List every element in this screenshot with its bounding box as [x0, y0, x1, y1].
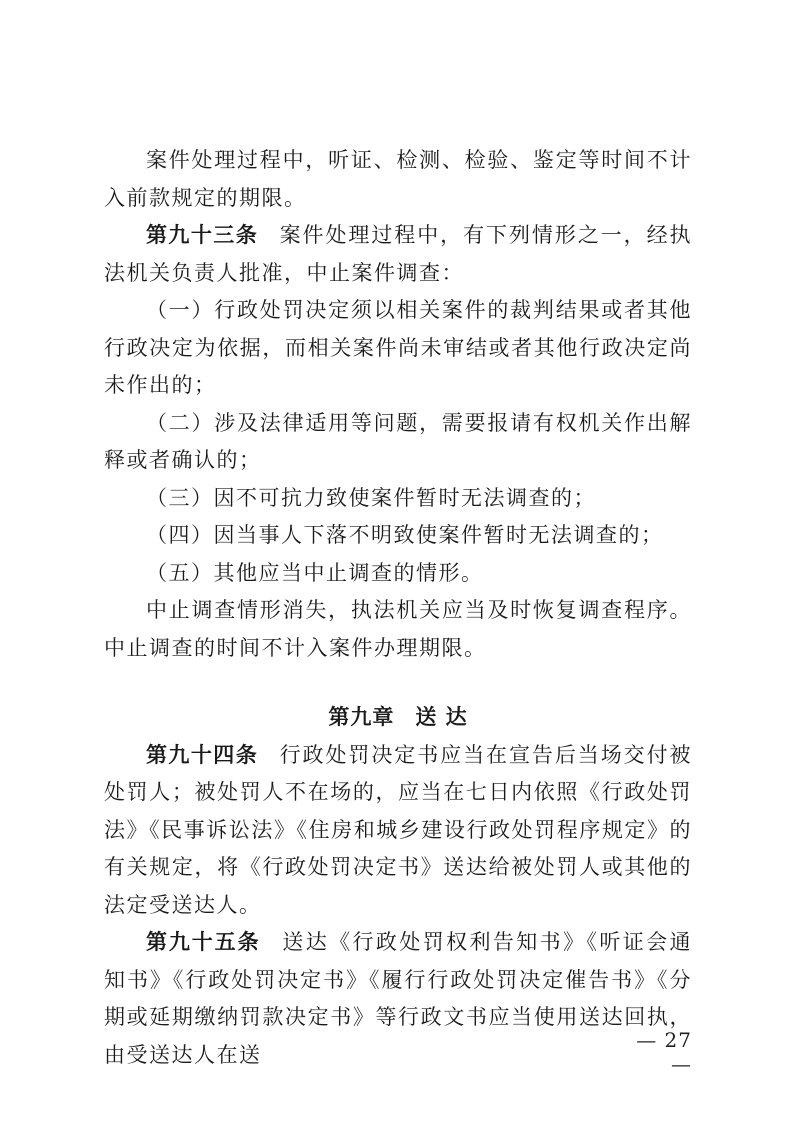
chapter-title: 送 达: [415, 705, 468, 729]
paragraph: 中止调查情形消失，执法机关应当及时恢复调查程序。中止调查的时间不计入案件办理期限。: [104, 598, 692, 660]
article-heading: 第九十三条: [146, 223, 259, 247]
article-94: [104, 737, 692, 925]
page-number: — 27 —: [636, 1028, 692, 1076]
list-item: （一）行政处罚决定须以相关案件的裁判结果或者其他行政决定为依据，而相关案件尚未审结或者其他行政决定尚未作出的；: [104, 298, 692, 397]
article-95: [104, 924, 692, 1074]
list-item: （三）因不可抗力致使案件暂时无法调查的；: [146, 485, 596, 510]
article-heading: 第九十四条: [146, 742, 259, 767]
article-text: 案件处理过程中，有下列情形之一，经执法机关负责人批准，中止案件调查：: [104, 223, 693, 285]
article-text: 行政处罚决定书应当在宣告后当场交付被处罚人；被处罚人不在场的，应当在七日内依照《行政处罚法》《民事诉讼法》《住房和城乡建设行政处罚程序规定》的有关规定，将《行政处罚决定书》送达给被处罚人或其他的法定受送达人。: [104, 742, 693, 917]
chapter-heading: [104, 699, 692, 737]
paragraph: 案件处理过程中，听证、检测、检验、鉴定等时间不计入前款规定的期限。: [104, 148, 692, 210]
list-item: （五）其他应当中止调查的情形。: [146, 560, 484, 585]
list-item: （二）涉及法律适用等问题，需要报请有权机关作出解释或者确认的；: [104, 410, 692, 472]
article-text: 送达《行政处罚权利告知书》《听证会通知书》《行政处罚决定书》《履行行政处罚决定催告书》《分期或延期缴纳罚款决定书》等行政文书应当使用送达回执，由受送达人在送: [104, 930, 693, 1067]
document-body: [104, 142, 692, 1074]
list-item: （四）因当事人下落不明致使案件暂时无法调查的；: [146, 523, 664, 547]
article-heading: 第九十五条: [146, 930, 261, 954]
chapter-number: 第九章: [328, 705, 395, 729]
article-93: [104, 217, 692, 292]
